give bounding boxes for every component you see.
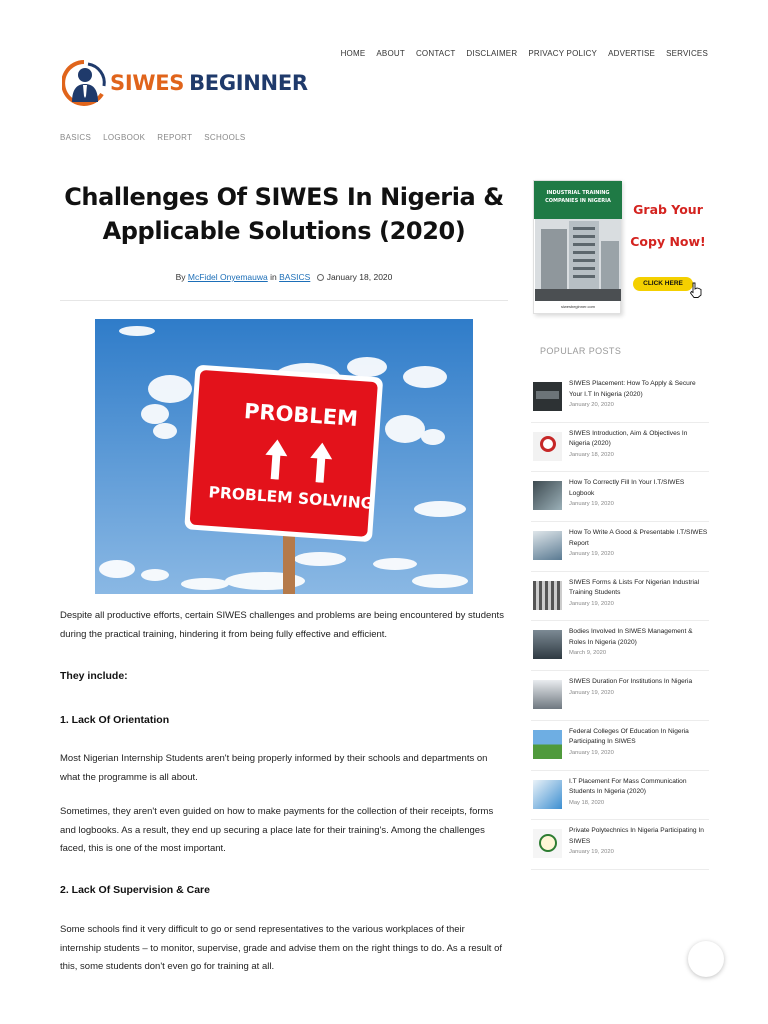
logo-text-beginner: BEGINNER bbox=[189, 71, 308, 95]
post-title[interactable]: Private Polytechnics In Nigeria Participating In SIWES bbox=[569, 827, 704, 845]
nav-advertise[interactable]: ADVERTISE bbox=[608, 49, 656, 58]
cat-report[interactable]: REPORT bbox=[157, 133, 193, 142]
post-date: January 19, 2020 bbox=[569, 600, 614, 607]
post-thumbnail bbox=[533, 531, 562, 560]
popular-post-item[interactable] bbox=[531, 820, 709, 870]
post-date: January 19, 2020 bbox=[569, 689, 614, 696]
sign-arrows bbox=[252, 438, 345, 484]
post-title[interactable]: SIWES Placement: How To Apply & Secure Your I.T In Nigeria (2020) bbox=[569, 380, 696, 398]
ad-click-here-button[interactable]: CLICK HERE bbox=[633, 277, 693, 291]
post-thumbnail bbox=[533, 730, 562, 759]
author-link[interactable]: McFidel Onyemauwa bbox=[187, 272, 268, 282]
logo-wordmark bbox=[110, 71, 308, 95]
post-thumbnail bbox=[533, 680, 562, 709]
post-thumbnail bbox=[533, 481, 562, 510]
logo-text-siwes: SIWES bbox=[110, 71, 185, 95]
nav-home[interactable]: HOME bbox=[340, 49, 366, 58]
article-meta bbox=[60, 272, 508, 282]
nav-privacy-policy[interactable]: PRIVACY POLICY bbox=[528, 49, 598, 58]
article-date: January 18, 2020 bbox=[326, 272, 393, 282]
article-paragraph-intro: Despite all productive efforts, certain SIWES challenges and problems are being encountered by students during the practical training, hindering it from being fully effective and efficient. bbox=[60, 610, 504, 640]
post-date: January 20, 2020 bbox=[569, 402, 614, 408]
post-thumbnail bbox=[533, 382, 562, 411]
cat-schools[interactable]: SCHOOLS bbox=[204, 133, 246, 142]
category-nav bbox=[60, 133, 246, 142]
article-paragraph-2: Most Nigerian Internship Students aren't being properly informed by their schools and departments on what the programme is all about. bbox=[60, 753, 488, 783]
sign-text-problem-solving: PROBLEM SOLVING bbox=[208, 483, 374, 513]
article-title: Challenges Of SIWES In Nigeria & Applicable Solutions (2020) bbox=[64, 183, 504, 245]
logo-person-icon bbox=[62, 58, 108, 108]
popular-post-item[interactable] bbox=[531, 423, 709, 473]
ad-line-copy-now: Copy Now! bbox=[630, 234, 706, 249]
post-thumbnail bbox=[533, 630, 562, 659]
nav-disclaimer[interactable]: DISCLAIMER bbox=[466, 49, 518, 58]
clock-icon bbox=[317, 274, 324, 281]
popular-post-item[interactable] bbox=[531, 621, 709, 671]
post-title[interactable]: How To Correctly Fill In Your I.T/SIWES Logbook bbox=[569, 479, 685, 497]
site-logo[interactable] bbox=[62, 57, 312, 109]
post-title[interactable]: SIWES Introduction, Aim & Objectives In Nigeria (2020) bbox=[569, 429, 688, 448]
up-arrow-icon bbox=[263, 439, 288, 480]
post-thumbnail bbox=[533, 829, 562, 858]
book-title: INDUSTRIAL TRAINING COMPANIES IN NIGERIA bbox=[534, 181, 622, 219]
meta-by: By bbox=[175, 272, 186, 282]
post-date: January 19, 2020 bbox=[569, 551, 614, 558]
post-title[interactable]: Bodies Involved In SIWES Management & Roles In Nigeria (2020) bbox=[569, 628, 693, 646]
post-date: January 18, 2020 bbox=[569, 451, 614, 458]
book-cover bbox=[533, 180, 621, 314]
popular-post-item[interactable] bbox=[531, 771, 709, 821]
popular-posts-title: POPULAR POSTS bbox=[540, 346, 622, 356]
top-nav bbox=[341, 49, 708, 58]
post-thumbnail bbox=[533, 432, 562, 461]
cat-basics[interactable]: BASICS bbox=[60, 133, 92, 142]
cat-logbook[interactable]: LOGBOOK bbox=[103, 133, 146, 142]
book-site: siwesbeginner.com bbox=[560, 304, 596, 309]
ad-line-grab-your: Grab Your bbox=[633, 202, 703, 217]
meta-divider bbox=[60, 300, 508, 301]
post-date: January 19, 2020 bbox=[569, 849, 614, 856]
popular-posts-list bbox=[531, 373, 709, 870]
meta-in: in bbox=[270, 272, 277, 282]
article-paragraph-4: Some schools find it very difficult to go or send representatives to the various workplaces of their internship students – to monitor, supervise, grade and advise them on the right things to do. As a result of this, some students don't even go for training at all. bbox=[60, 924, 503, 972]
post-title[interactable]: I.T Placement For Mass Communication Students In Nigeria (2020) bbox=[569, 777, 687, 795]
sidebar-ad-banner[interactable] bbox=[533, 180, 709, 318]
article-subheading-they-include: They include: bbox=[60, 670, 128, 682]
post-thumbnail bbox=[533, 581, 562, 610]
post-date: January 19, 2020 bbox=[569, 501, 614, 508]
nav-about[interactable]: ABOUT bbox=[376, 49, 405, 58]
post-date: March 9, 2020 bbox=[569, 650, 607, 657]
post-date: January 19, 2020 bbox=[569, 749, 614, 756]
floating-action-button[interactable] bbox=[688, 941, 724, 977]
sign-text-problem: PROBLEM bbox=[243, 399, 359, 431]
popular-post-item[interactable] bbox=[531, 373, 709, 423]
popular-post-item[interactable] bbox=[531, 572, 709, 622]
article-heading-1: 1. Lack Of Orientation bbox=[60, 714, 170, 726]
popular-post-item[interactable] bbox=[531, 671, 709, 721]
post-date: May 18, 2020 bbox=[569, 799, 605, 806]
hero-image-problem-sign bbox=[95, 319, 473, 594]
nav-contact[interactable]: CONTACT bbox=[415, 49, 456, 58]
category-link[interactable]: BASICS bbox=[279, 272, 311, 282]
post-title[interactable]: SIWES Forms & Lists For Nigerian Industrial Training Students bbox=[569, 578, 700, 597]
post-title[interactable]: SIWES Duration For Institutions In Nigeria bbox=[569, 678, 693, 686]
post-title[interactable]: How To Write A Good & Presentable I.T/SIWES Report bbox=[569, 529, 708, 547]
popular-post-item[interactable] bbox=[531, 522, 709, 572]
article-heading-2: 2. Lack Of Supervision & Care bbox=[60, 884, 210, 896]
post-thumbnail bbox=[533, 780, 562, 809]
up-arrow-icon bbox=[308, 442, 333, 483]
hand-cursor-icon bbox=[689, 282, 703, 298]
post-title[interactable]: Federal Colleges Of Education In Nigeria Participating In SIWES bbox=[569, 727, 689, 746]
nav-services[interactable]: SERVICES bbox=[666, 49, 708, 58]
book-building-image bbox=[535, 219, 621, 301]
popular-post-item[interactable] bbox=[531, 472, 709, 522]
article-paragraph-3: Sometimes, they aren't even guided on how to make payments for the collection of their receipts, forms and logbooks. As a result, they end up securing a place late for their training's. Among the challenges faced, this is one of the most important. bbox=[60, 806, 494, 854]
popular-post-item[interactable] bbox=[531, 721, 709, 771]
